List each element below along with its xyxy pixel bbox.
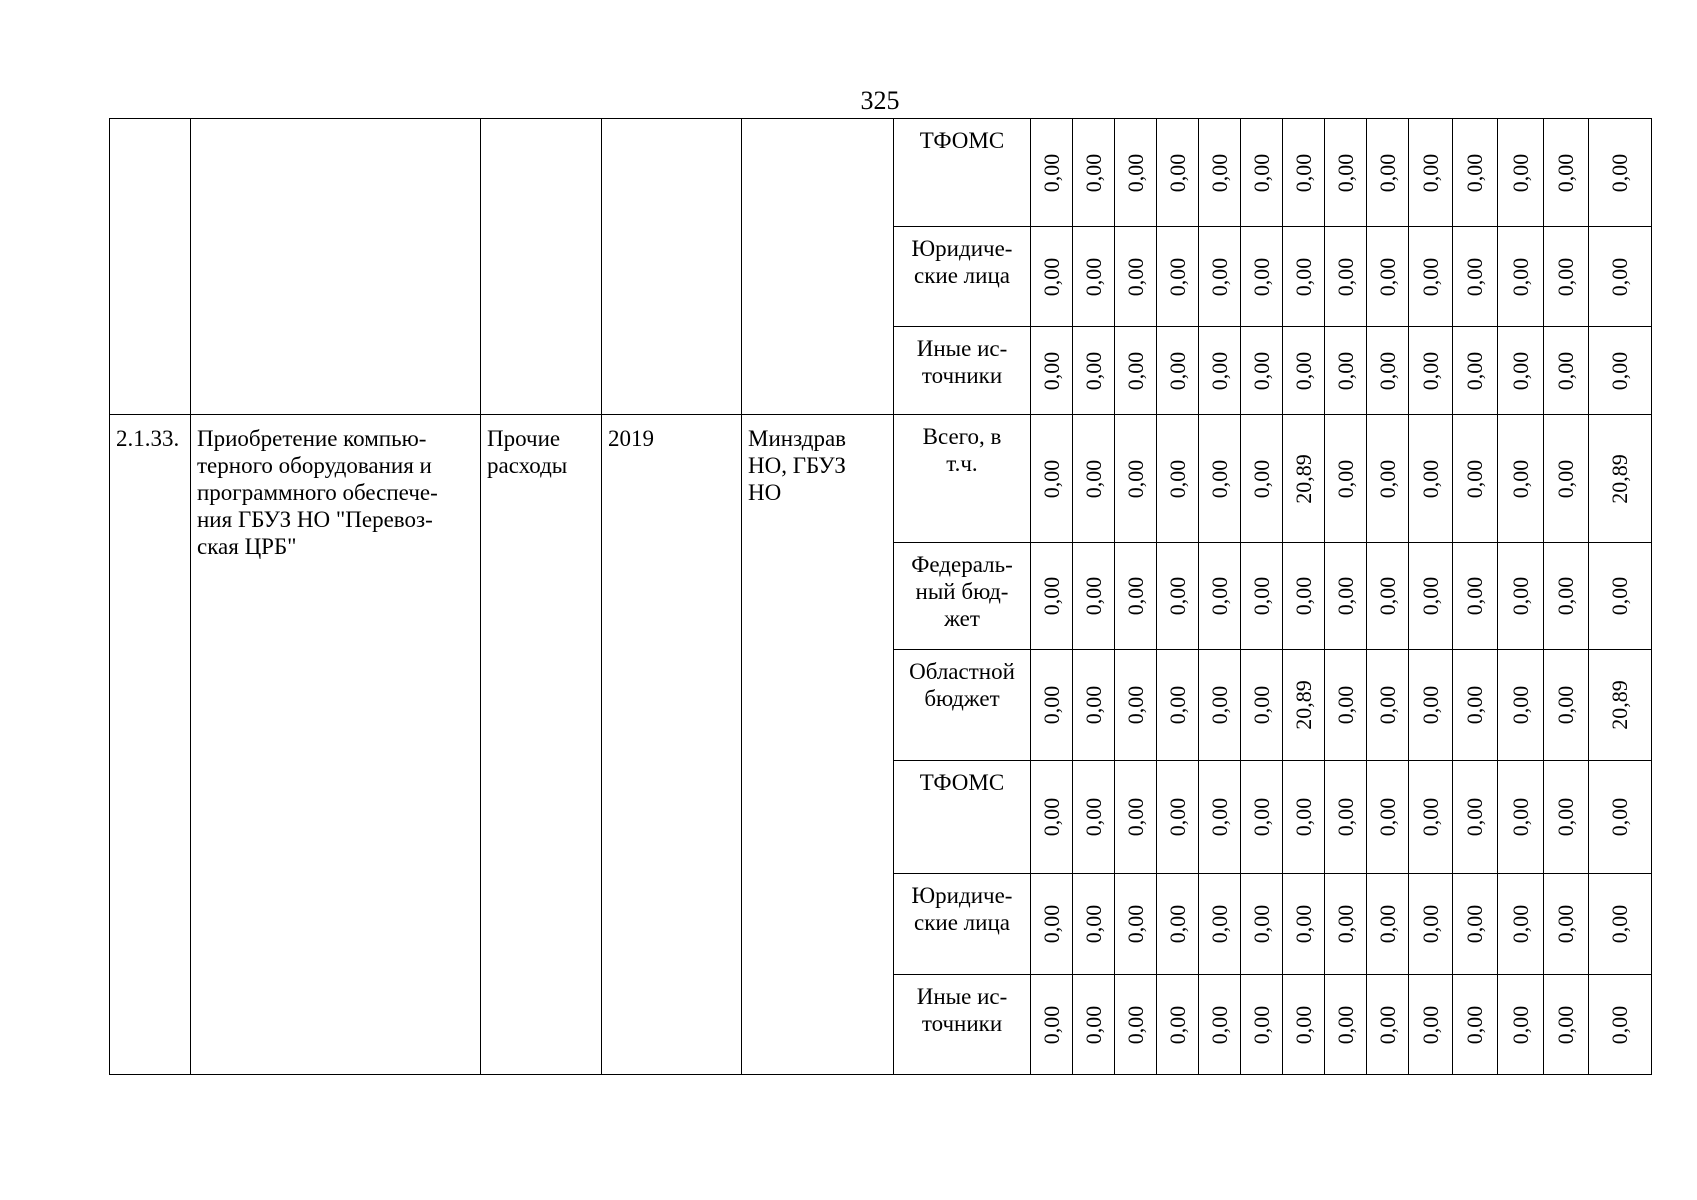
amount-value: 0,00 [1164, 904, 1190, 944]
amount-cell [1367, 227, 1409, 327]
amount-cell [1453, 227, 1498, 327]
amount-cell [1283, 327, 1325, 415]
amount-cell [1073, 543, 1115, 650]
amount-cell [1157, 874, 1199, 975]
amount-value: 0,00 [1507, 257, 1533, 296]
amount-cell [1325, 650, 1367, 761]
amount-value: 0,00 [1553, 904, 1578, 944]
amount-cell [1409, 761, 1453, 874]
amount-cell [1157, 543, 1199, 650]
amount-value: 0,00 [1122, 153, 1148, 192]
item-executor: Минздрав НО, ГБУЗ НО [742, 415, 894, 1075]
item-name: Приобретение компью- терного оборудования и программного обеспече- ния ГБУЗ НО "Перевоз- ская ЦРБ" [191, 415, 481, 1075]
amount-cell [1325, 227, 1367, 327]
funding-source: Иные ис- точники [894, 975, 1031, 1075]
amount-cell [1589, 415, 1652, 543]
amount-cell [1031, 761, 1073, 874]
program-table [109, 118, 1652, 1075]
amount-cell [1325, 761, 1367, 874]
amount-value: 0,00 [1206, 153, 1232, 192]
amount-cell [1367, 543, 1409, 650]
amount-cell [1241, 543, 1283, 650]
amount-cell [1283, 415, 1325, 543]
amount-cell [1283, 543, 1325, 650]
amount-value: 0,00 [1374, 351, 1400, 390]
amount-cell [1199, 227, 1241, 327]
amount-cell [1115, 119, 1157, 227]
amount-cell [1453, 327, 1498, 415]
amount-value: 0,00 [1290, 797, 1316, 837]
amount-value: 0,00 [1248, 257, 1274, 296]
amount-value: 0,00 [1164, 257, 1190, 296]
amount-value: 20,89 [1607, 453, 1632, 504]
amount-value: 0,00 [1206, 797, 1232, 837]
amount-value: 0,00 [1122, 1005, 1148, 1044]
funding-source: Юридиче- ские лица [894, 874, 1031, 975]
amount-value: 0,00 [1607, 904, 1632, 944]
amount-value: 0,00 [1607, 153, 1632, 192]
amount-value: 0,00 [1462, 153, 1487, 192]
amount-cell [1241, 119, 1283, 227]
amount-value: 0,00 [1417, 459, 1443, 498]
amount-cell [1157, 415, 1199, 543]
amount-cell [1367, 975, 1409, 1075]
funding-source: Областной бюджет [894, 650, 1031, 761]
amount-cell [1115, 975, 1157, 1075]
amount-cell [1073, 227, 1115, 327]
amount-cell [1199, 415, 1241, 543]
amount-cell [1589, 650, 1652, 761]
amount-cell [1241, 975, 1283, 1075]
amount-value: 0,00 [1374, 685, 1400, 725]
amount-value: 0,00 [1607, 351, 1632, 390]
amount-value: 0,00 [1248, 576, 1274, 616]
amount-cell [1325, 327, 1367, 415]
amount-value: 0,00 [1290, 904, 1316, 944]
amount-value: 20,89 [1607, 680, 1632, 730]
amount-cell [1157, 975, 1199, 1075]
amount-cell [1283, 650, 1325, 761]
amount-cell [1409, 543, 1453, 650]
table-row [110, 119, 1652, 227]
amount-value: 0,00 [1332, 904, 1358, 944]
amount-value: 0,00 [1507, 459, 1533, 498]
amount-value: 0,00 [1038, 685, 1064, 725]
amount-value: 0,00 [1607, 257, 1632, 296]
amount-cell [1241, 761, 1283, 874]
amount-value: 0,00 [1248, 459, 1274, 498]
item-year [602, 119, 742, 415]
amount-value: 0,00 [1248, 797, 1274, 837]
amount-cell [1115, 874, 1157, 975]
amount-cell [1589, 874, 1652, 975]
amount-value: 0,00 [1607, 797, 1632, 837]
amount-value: 0,00 [1417, 153, 1443, 192]
amount-cell [1199, 119, 1241, 227]
amount-value: 0,00 [1332, 257, 1358, 296]
expense-type [481, 119, 602, 415]
amount-value: 0,00 [1164, 1005, 1190, 1044]
amount-cell [1199, 874, 1241, 975]
amount-value: 0,00 [1332, 576, 1358, 616]
amount-cell [1367, 874, 1409, 975]
amount-cell [1199, 761, 1241, 874]
amount-cell [1031, 119, 1073, 227]
amount-value: 0,00 [1080, 257, 1106, 296]
amount-value: 0,00 [1164, 797, 1190, 837]
amount-cell [1283, 119, 1325, 227]
amount-cell [1241, 650, 1283, 761]
amount-value: 0,00 [1122, 257, 1148, 296]
amount-value: 0,00 [1290, 257, 1316, 296]
amount-value: 0,00 [1374, 904, 1400, 944]
amount-value: 0,00 [1417, 257, 1443, 296]
expense-type: Прочие расходы [481, 415, 602, 1075]
amount-value: 20,89 [1290, 680, 1316, 730]
amount-value: 0,00 [1038, 459, 1064, 498]
amount-value: 0,00 [1462, 257, 1487, 296]
amount-cell [1325, 874, 1367, 975]
amount-value: 0,00 [1206, 459, 1232, 498]
amount-value: 0,00 [1248, 685, 1274, 725]
amount-cell [1115, 543, 1157, 650]
amount-cell [1544, 227, 1589, 327]
amount-cell [1498, 415, 1544, 543]
item-year: 2019 [602, 415, 742, 1075]
amount-cell [1073, 650, 1115, 761]
amount-value: 0,00 [1462, 904, 1487, 944]
amount-value: 0,00 [1122, 459, 1148, 498]
amount-cell [1199, 975, 1241, 1075]
amount-value: 20,89 [1290, 453, 1316, 504]
amount-value: 0,00 [1374, 257, 1400, 296]
amount-cell [1073, 119, 1115, 227]
amount-value: 0,00 [1374, 153, 1400, 192]
amount-value: 0,00 [1553, 153, 1578, 192]
amount-cell [1115, 415, 1157, 543]
amount-value: 0,00 [1164, 576, 1190, 616]
amount-value: 0,00 [1122, 904, 1148, 944]
amount-value: 0,00 [1462, 797, 1487, 837]
amount-value: 0,00 [1507, 153, 1533, 192]
amount-value: 0,00 [1122, 685, 1148, 725]
amount-cell [1409, 327, 1453, 415]
amount-cell [1453, 650, 1498, 761]
amount-value: 0,00 [1374, 797, 1400, 837]
amount-cell [1115, 327, 1157, 415]
amount-value: 0,00 [1080, 576, 1106, 616]
amount-cell [1157, 327, 1199, 415]
amount-value: 0,00 [1038, 797, 1064, 837]
amount-value: 0,00 [1553, 576, 1578, 616]
amount-value: 0,00 [1374, 1005, 1400, 1044]
amount-value: 0,00 [1122, 576, 1148, 616]
amount-cell [1031, 327, 1073, 415]
amount-cell [1241, 227, 1283, 327]
amount-value: 0,00 [1206, 576, 1232, 616]
amount-cell [1589, 543, 1652, 650]
amount-cell [1453, 874, 1498, 975]
amount-cell [1157, 119, 1199, 227]
amount-value: 0,00 [1248, 351, 1274, 390]
amount-cell [1453, 543, 1498, 650]
amount-value: 0,00 [1164, 459, 1190, 498]
amount-value: 0,00 [1374, 459, 1400, 498]
amount-cell [1409, 415, 1453, 543]
amount-cell [1325, 543, 1367, 650]
amount-cell [1453, 975, 1498, 1075]
amount-value: 0,00 [1417, 797, 1443, 837]
amount-value: 0,00 [1417, 351, 1443, 390]
amount-value: 0,00 [1164, 153, 1190, 192]
amount-value: 0,00 [1462, 1005, 1487, 1044]
amount-cell [1498, 650, 1544, 761]
amount-cell [1544, 761, 1589, 874]
amount-value: 0,00 [1607, 1005, 1632, 1044]
amount-cell [1544, 415, 1589, 543]
amount-value: 0,00 [1507, 685, 1533, 725]
amount-cell [1199, 327, 1241, 415]
amount-value: 0,00 [1507, 797, 1533, 837]
item-executor [742, 119, 894, 415]
amount-value: 0,00 [1553, 1005, 1578, 1044]
amount-value: 0,00 [1206, 904, 1232, 944]
amount-cell [1241, 327, 1283, 415]
amount-value: 0,00 [1507, 576, 1533, 616]
amount-cell [1589, 975, 1652, 1075]
amount-value: 0,00 [1507, 1005, 1533, 1044]
amount-cell [1283, 761, 1325, 874]
amount-value: 0,00 [1038, 351, 1064, 390]
funding-source: Федераль- ный бюд- жет [894, 543, 1031, 650]
amount-value: 0,00 [1417, 685, 1443, 725]
amount-value: 0,00 [1607, 576, 1632, 616]
amount-cell [1115, 227, 1157, 327]
amount-value: 0,00 [1038, 904, 1064, 944]
amount-value: 0,00 [1038, 153, 1064, 192]
amount-value: 0,00 [1080, 459, 1106, 498]
amount-value: 0,00 [1080, 904, 1106, 944]
amount-value: 0,00 [1332, 153, 1358, 192]
amount-value: 0,00 [1080, 351, 1106, 390]
amount-cell [1367, 650, 1409, 761]
amount-value: 0,00 [1206, 685, 1232, 725]
amount-cell [1325, 975, 1367, 1075]
amount-cell [1498, 119, 1544, 227]
amount-cell [1544, 327, 1589, 415]
amount-value: 0,00 [1553, 257, 1578, 296]
amount-cell [1589, 227, 1652, 327]
amount-cell [1073, 415, 1115, 543]
amount-cell [1073, 327, 1115, 415]
amount-value: 0,00 [1164, 685, 1190, 725]
amount-value: 0,00 [1248, 153, 1274, 192]
amount-cell [1031, 650, 1073, 761]
amount-cell [1115, 650, 1157, 761]
amount-value: 0,00 [1462, 351, 1487, 390]
amount-cell [1544, 874, 1589, 975]
amount-value: 0,00 [1553, 797, 1578, 837]
amount-cell [1453, 119, 1498, 227]
amount-value: 0,00 [1206, 1005, 1232, 1044]
amount-cell [1409, 975, 1453, 1075]
amount-cell [1544, 543, 1589, 650]
funding-source: ТФОМС [894, 761, 1031, 874]
amount-cell [1283, 975, 1325, 1075]
amount-value: 0,00 [1122, 797, 1148, 837]
amount-value: 0,00 [1462, 576, 1487, 616]
item-code [110, 119, 191, 415]
page-number: 325 [860, 86, 900, 115]
amount-cell [1031, 543, 1073, 650]
amount-cell [1031, 227, 1073, 327]
amount-cell [1367, 327, 1409, 415]
amount-value: 0,00 [1332, 685, 1358, 725]
amount-value: 0,00 [1332, 351, 1358, 390]
amount-cell [1544, 119, 1589, 227]
funding-source: Юридиче- ские лица [894, 227, 1031, 327]
amount-value: 0,00 [1290, 153, 1316, 192]
amount-cell [1453, 415, 1498, 543]
amount-value: 0,00 [1038, 1005, 1064, 1044]
amount-cell [1498, 543, 1544, 650]
amount-cell [1241, 874, 1283, 975]
amount-value: 0,00 [1248, 904, 1274, 944]
amount-value: 0,00 [1290, 1005, 1316, 1044]
amount-cell [1498, 761, 1544, 874]
amount-cell [1589, 327, 1652, 415]
amount-cell [1115, 761, 1157, 874]
amount-value: 0,00 [1332, 459, 1358, 498]
amount-value: 0,00 [1417, 576, 1443, 616]
amount-cell [1157, 761, 1199, 874]
amount-value: 0,00 [1507, 904, 1533, 944]
amount-cell [1498, 327, 1544, 415]
amount-cell [1544, 650, 1589, 761]
amount-cell [1031, 415, 1073, 543]
amount-cell [1409, 227, 1453, 327]
amount-value: 0,00 [1332, 797, 1358, 837]
amount-value: 0,00 [1080, 1005, 1106, 1044]
amount-value: 0,00 [1417, 1005, 1443, 1044]
amount-cell [1073, 874, 1115, 975]
amount-cell [1073, 975, 1115, 1075]
amount-cell [1199, 650, 1241, 761]
amount-cell [1498, 975, 1544, 1075]
amount-cell [1031, 874, 1073, 975]
amount-cell [1409, 119, 1453, 227]
amount-cell [1367, 761, 1409, 874]
amount-value: 0,00 [1507, 351, 1533, 390]
amount-cell [1453, 761, 1498, 874]
amount-cell [1367, 415, 1409, 543]
amount-cell [1498, 227, 1544, 327]
amount-cell [1367, 119, 1409, 227]
amount-cell [1157, 227, 1199, 327]
amount-value: 0,00 [1164, 351, 1190, 390]
amount-value: 0,00 [1206, 351, 1232, 390]
amount-value: 0,00 [1417, 904, 1443, 944]
amount-cell [1283, 227, 1325, 327]
amount-cell [1241, 415, 1283, 543]
amount-value: 0,00 [1374, 576, 1400, 616]
item-name [191, 119, 481, 415]
amount-value: 0,00 [1038, 257, 1064, 296]
item-code: 2.1.33. [110, 415, 191, 1075]
amount-value: 0,00 [1206, 257, 1232, 296]
funding-source: Иные ис- точники [894, 327, 1031, 415]
amount-cell [1544, 975, 1589, 1075]
amount-value: 0,00 [1080, 797, 1106, 837]
amount-value: 0,00 [1332, 1005, 1358, 1044]
amount-value: 0,00 [1290, 351, 1316, 390]
amount-cell [1589, 119, 1652, 227]
amount-value: 0,00 [1553, 351, 1578, 390]
amount-value: 0,00 [1462, 459, 1487, 498]
amount-cell [1589, 761, 1652, 874]
amount-value: 0,00 [1553, 459, 1578, 498]
funding-source: ТФОМС [894, 119, 1031, 227]
amount-cell [1409, 650, 1453, 761]
amount-value: 0,00 [1080, 153, 1106, 192]
table-row [110, 415, 1652, 543]
amount-value: 0,00 [1290, 576, 1316, 616]
amount-cell [1157, 650, 1199, 761]
amount-cell [1325, 415, 1367, 543]
amount-value: 0,00 [1553, 685, 1578, 725]
amount-value: 0,00 [1038, 576, 1064, 616]
amount-cell [1073, 761, 1115, 874]
amount-value: 0,00 [1462, 685, 1487, 725]
amount-value: 0,00 [1080, 685, 1106, 725]
amount-cell [1199, 543, 1241, 650]
amount-cell [1409, 874, 1453, 975]
amount-value: 0,00 [1248, 1005, 1274, 1044]
amount-cell [1283, 874, 1325, 975]
amount-cell [1031, 975, 1073, 1075]
amount-cell [1325, 119, 1367, 227]
amount-value: 0,00 [1122, 351, 1148, 390]
funding-source: Всего, в т.ч. [894, 415, 1031, 543]
amount-cell [1498, 874, 1544, 975]
